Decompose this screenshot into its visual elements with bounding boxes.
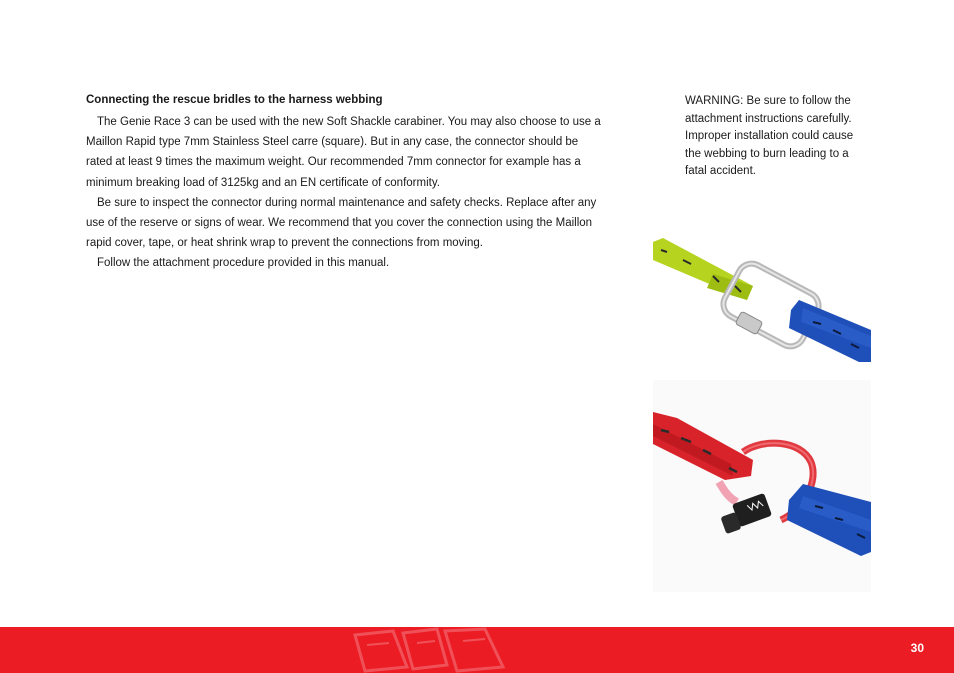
page-number: 30 bbox=[910, 641, 924, 655]
section-heading: Connecting the rescue bridles to the harness webbing bbox=[86, 94, 383, 106]
footer-band bbox=[0, 627, 954, 673]
main-text-column bbox=[86, 92, 606, 274]
paragraph-connector-info: The Genie Race 3 can be used with the new Soft Shackle carabiner. You may also choose to use a Maillon Rapid type 7mm Stainless Steel carre (square). But in any case, the connector should be rated at least 9 times the maximum weight. Our recommended 7mm connector for example has a minimum breaking load of 3125kg and an EN certificate of conformity. bbox=[86, 116, 601, 189]
warning-note: WARNING: Be sure to follow the attachment instructions carefully. Improper installation could cause the webbing to burn leading to a fatal accident. bbox=[685, 95, 854, 177]
footer-watermark-logo bbox=[345, 627, 515, 673]
maillon-connector-photo bbox=[653, 238, 871, 366]
soft-shackle-photo bbox=[653, 380, 871, 592]
maillon-connector-illustration bbox=[653, 238, 871, 366]
paragraph-procedure: Follow the attachment procedure provided in this manual. bbox=[97, 257, 390, 270]
soft-shackle-illustration bbox=[653, 380, 871, 592]
paragraph-inspection: Be sure to inspect the connector during normal maintenance and safety checks. Replace after any use of the reserve or signs of wear. We recommend that you cover the connection using the Maillon rapid cover, tape, or heat shrink wrap to prevent the connections from moving. bbox=[86, 196, 597, 250]
